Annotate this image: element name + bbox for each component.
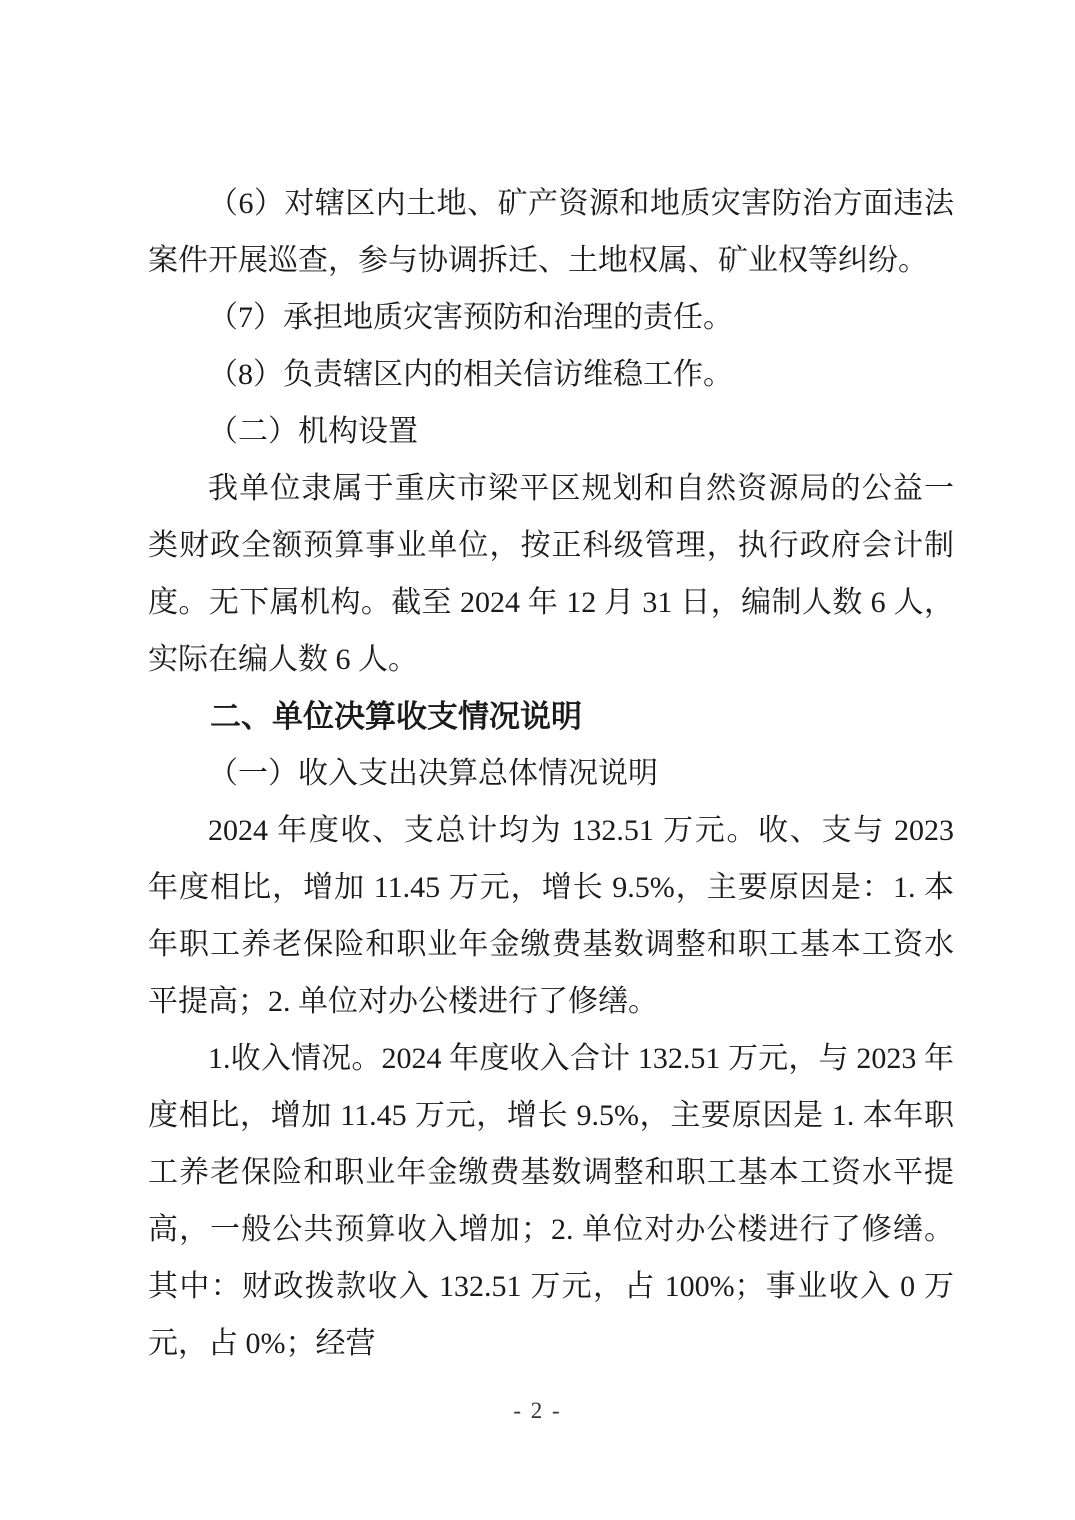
body-paragraph: 2024 年度收、支总计均为 132.51 万元。收、支与 2023 年度相比，增加 11.45 万元，增长 9.5%，主要原因是：1. 本年职工养老保险和职业年金缴费基数调整和职工基本工资水平提高；2. 单位对办公楼进行了修缮。 bbox=[148, 814, 954, 1018]
body-paragraph: （7）承担地质灾害预防和治理的责任。 bbox=[208, 301, 733, 334]
section-heading: 二、单位决算收支情况说明 bbox=[210, 699, 582, 734]
document-body bbox=[148, 175, 954, 1372]
body-paragraph: （8）负责辖区内的相关信访维稳工作。 bbox=[208, 358, 733, 391]
sub-section-heading: （一）收入支出决算总体情况说明 bbox=[208, 757, 658, 790]
body-paragraph: 我单位隶属于重庆市梁平区规划和自然资源局的公益一类财政全额预算事业单位，按正科级管理，执行政府会计制度。无下属机构。截至 2024 年 12 月 31 日，编制人数 6 人，实际在编人数 6 人。 bbox=[148, 472, 954, 676]
sub-section-heading: （二）机构设置 bbox=[208, 415, 418, 448]
body-paragraph: 1.收入情况。2024 年度收入合计 132.51 万元，与 2023 年度相比，增加 11.45 万元，增长 9.5%，主要原因是 1. 本年职工养老保险和职业年金缴费基数调整和职工基本工资水平提高，一般公共预算收入增加；2. 单位对办公楼进行了修缮。其中：财政拨款收入 132.51 万元，占 100%；事业收入 0 万元，占 0%；经营 bbox=[148, 1042, 954, 1360]
body-paragraph: （6）对辖区内土地、矿产资源和地质灾害防治方面违法案件开展巡查，参与协调拆迁、土地权属、矿业权等纠纷。 bbox=[148, 187, 954, 277]
page-number: - 2 - bbox=[513, 1398, 562, 1423]
